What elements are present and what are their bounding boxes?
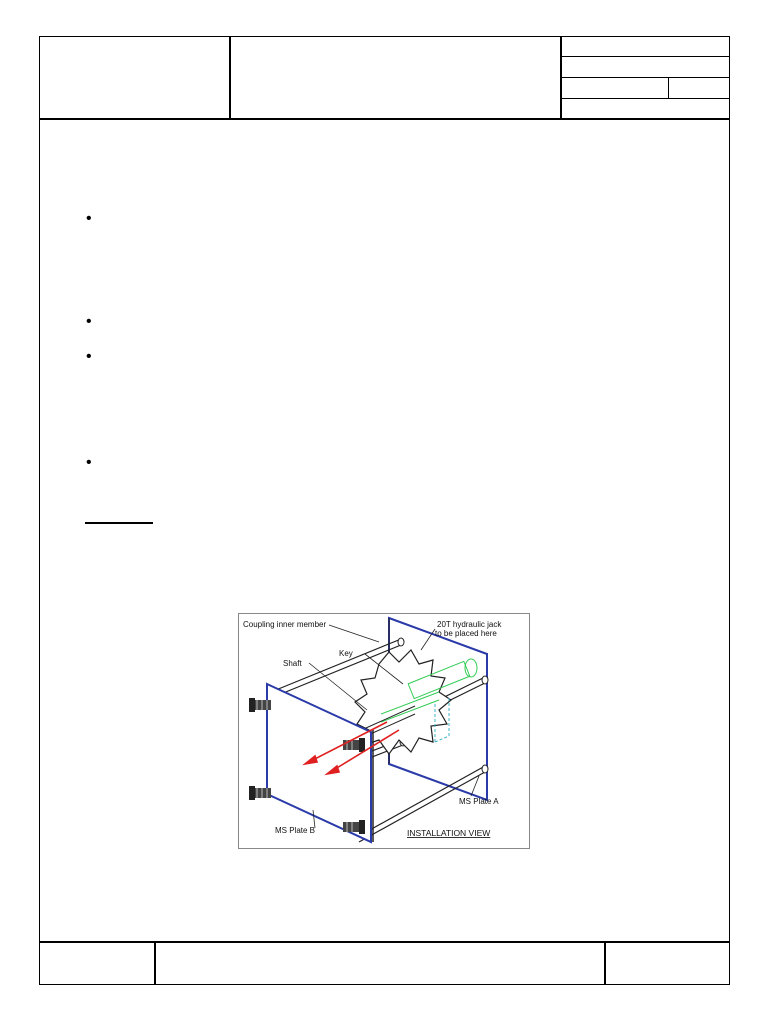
header-row-rule-3 (560, 98, 730, 99)
bolt-top-left (249, 698, 271, 712)
bullet-2: • (86, 313, 92, 330)
footer-divider-left (154, 941, 156, 985)
header-row-rule-1 (560, 56, 730, 57)
bolt-bottom-left (249, 786, 271, 800)
bullet-3: • (86, 348, 92, 365)
label-shaft: Shaft (283, 659, 302, 668)
bullet-1: • (86, 210, 92, 227)
label-ms-plate-b: MS Plate B (275, 826, 316, 835)
label-key: Key (339, 649, 353, 658)
installation-figure (238, 613, 530, 849)
label-coupling-inner-member: Coupling inner member (243, 620, 327, 629)
footer-top-rule (39, 941, 730, 943)
bullet-4: • (86, 454, 92, 471)
header-cell-divider (668, 77, 669, 98)
header-divider-left (229, 36, 231, 119)
bolt-bottom-right (343, 820, 365, 834)
header-row-rule-2 (560, 77, 730, 78)
label-installation-view: INSTALLATION VIEW (407, 828, 491, 838)
installation-drawing (239, 614, 529, 848)
label-jack-line1: 20T hydraulic jack (437, 620, 502, 629)
section-heading-underline (85, 522, 153, 524)
footer-divider-right (604, 941, 606, 985)
bolt-middle-right (343, 738, 365, 752)
header-bottom-rule (39, 118, 730, 120)
label-jack-line2: to be placed here (435, 629, 497, 638)
ms-plate-b-shape (267, 684, 371, 842)
label-ms-plate-a: MS Plate A (459, 797, 499, 806)
